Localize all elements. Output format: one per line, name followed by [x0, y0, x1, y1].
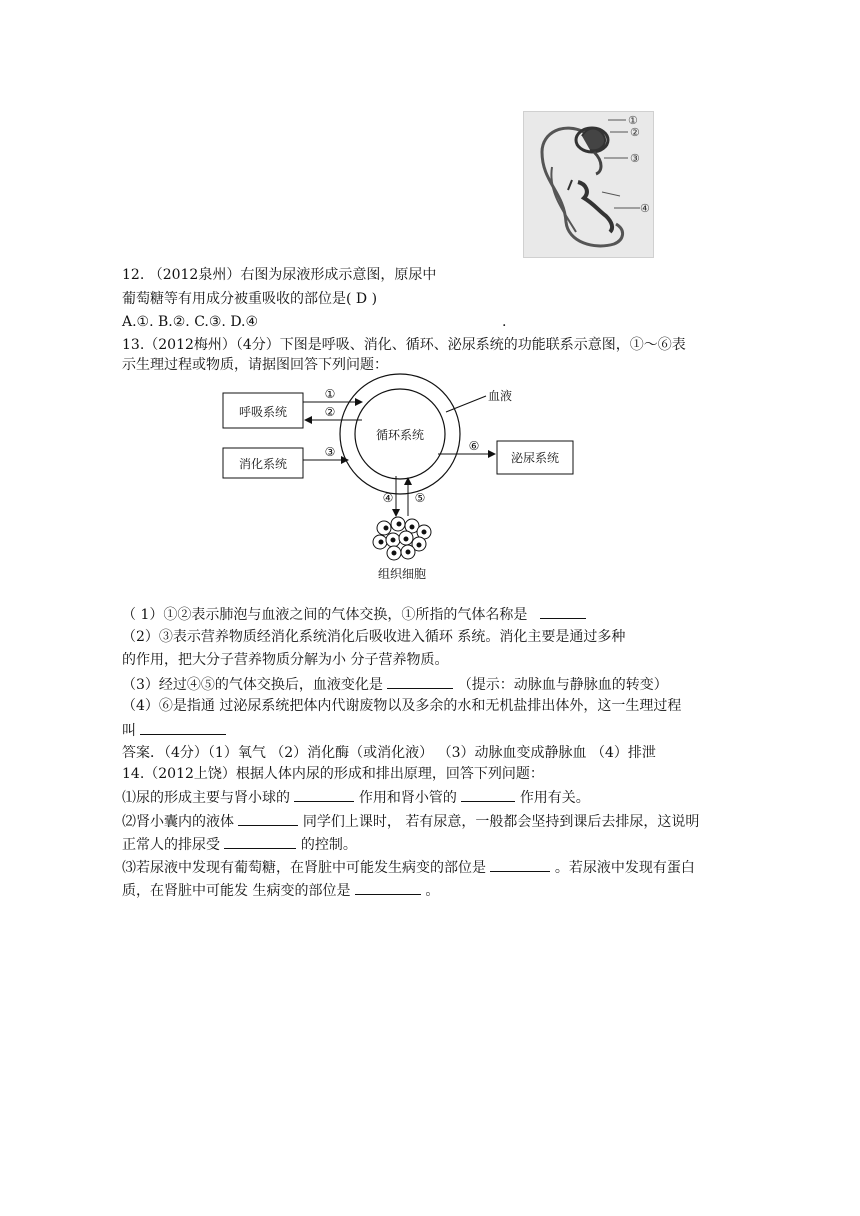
process-2-label: ② [324, 405, 336, 419]
q14-sub1 [122, 787, 590, 807]
q14-sub1-c: 作用有关。 [519, 790, 590, 806]
q13-part1-text: （ 1）①②表示肺泡与血液之间的气体交换，①所指的气体名称是 [122, 607, 528, 623]
q14-sub3-b: 。若尿液中发现有蛋白 [554, 860, 695, 876]
process-5-label: ⑤ [414, 491, 426, 505]
q12-stem-line1: 12. （2012泉州）右图为尿液形成示意图，原尿中 [122, 267, 437, 283]
q13-part3-text: （3）经过④⑤的气体交换后，血液变化是 [122, 677, 383, 693]
process-6-label: ⑥ [468, 439, 480, 453]
respiratory-system-label: 呼吸系统 [238, 405, 288, 419]
q13-part4-line2 [122, 720, 226, 740]
q14-sub1-a: ⑴尿的形成主要与肾小球的 [122, 790, 290, 806]
q13-part3-hint: （提示：动脉血与静脉血的转变） [457, 677, 668, 693]
q14-sub2-b: 同学们上课时， 若有尿意，一般都会坚持到课后去排尿，这说明 [302, 814, 700, 830]
q13-part2-line2: 的作用，把大分子营养物质分解为小 分子营养物质。 [122, 652, 449, 668]
nephron-sketch [524, 112, 653, 257]
nephron-figure [523, 111, 654, 258]
q13-part1-blank[interactable] [540, 604, 586, 619]
urinary-system-label: 泌尿系统 [510, 451, 560, 465]
q13-stem-line1: 13.（2012梅州）（4分）下图是呼吸、消化、循环、泌尿系统的功能联系示意图，①～⑥表 [122, 337, 686, 353]
q14-sub2-line1 [122, 811, 699, 831]
process-4-label: ④ [382, 491, 394, 505]
q14-title: 14.（2012上饶）根据人体内尿的形成和排出原理，回答下列问题： [122, 766, 544, 782]
process-1-label: ① [324, 387, 336, 401]
process-3-label: ③ [324, 445, 336, 459]
q14-sub3-c: 质，在肾脏中可能发 生病变的部位是 [122, 883, 351, 899]
figure-label-1: ① [628, 114, 638, 127]
q14-sub2-d: 的控制。 [300, 837, 357, 853]
q14-sub3-line2 [122, 880, 439, 900]
q13-answer: 答案．（4分）（1）氧气 （2）消化酶（或消化液） （3）动脉血变成静脉血 （4）排泄 [122, 745, 656, 761]
q13-part3-blank[interactable] [387, 674, 453, 689]
q14-sub3-blank2[interactable] [355, 880, 421, 895]
q14-sub2-blank2[interactable] [224, 834, 296, 849]
circulatory-system-label: 循环系统 [375, 428, 425, 442]
tissue-cells-label: 组织细胞 [377, 567, 427, 581]
blood-label: 血液 [488, 389, 513, 403]
q12-dot: . [502, 314, 507, 330]
q14-sub2-c: 正常人的排尿受 [122, 837, 220, 853]
q13-part4-blank[interactable] [140, 720, 226, 735]
q14-sub2-blank1[interactable] [238, 811, 298, 826]
q14-sub3-line1 [122, 857, 695, 877]
q13-part2-line1: （2）③表示营养物质经消化系统消化后吸收进入循环 系统。消化主要是通过多种 [122, 629, 626, 645]
q14-sub2-a: ⑵肾小囊内的液体 [122, 814, 234, 830]
q14-sub1-blank1[interactable] [294, 787, 354, 802]
figure-label-2: ② [630, 126, 640, 139]
tissue-cells-cluster [373, 517, 431, 560]
figure-label-3: ③ [630, 152, 640, 165]
q14-sub3-d: 。 [425, 883, 440, 899]
q13-part3 [122, 674, 668, 694]
q13-part4-line1: （4）⑥是指通 过泌尿系统把体内代谢废物以及多余的水和无机盐排出体外，这一生理过程 [122, 698, 682, 714]
q13-part4-text: 叫 [122, 723, 136, 739]
q14-sub1-b: 作用和肾小管的 [358, 790, 457, 806]
q14-sub2-line2 [122, 834, 357, 854]
q14-sub3-a: ⑶若尿液中发现有葡萄糖，在肾脏中可能发生病变的部位是 [122, 860, 486, 876]
q14-sub3-blank1[interactable] [490, 857, 550, 872]
q14-sub1-blank2[interactable] [461, 787, 515, 802]
q12-options: A.①. B.②. C.③. D.④ [122, 314, 259, 330]
systems-diagram [200, 368, 620, 588]
q13-part1 [122, 604, 586, 624]
digestive-system-label: 消化系统 [238, 457, 288, 471]
figure-label-4: ④ [640, 202, 650, 215]
q12-stem-line2: 葡萄糖等有用成分被重吸收的部位是( D ) [122, 291, 378, 307]
q13-stem-line2: 示生理过程或物质，请据图回答下列问题： [122, 357, 388, 373]
